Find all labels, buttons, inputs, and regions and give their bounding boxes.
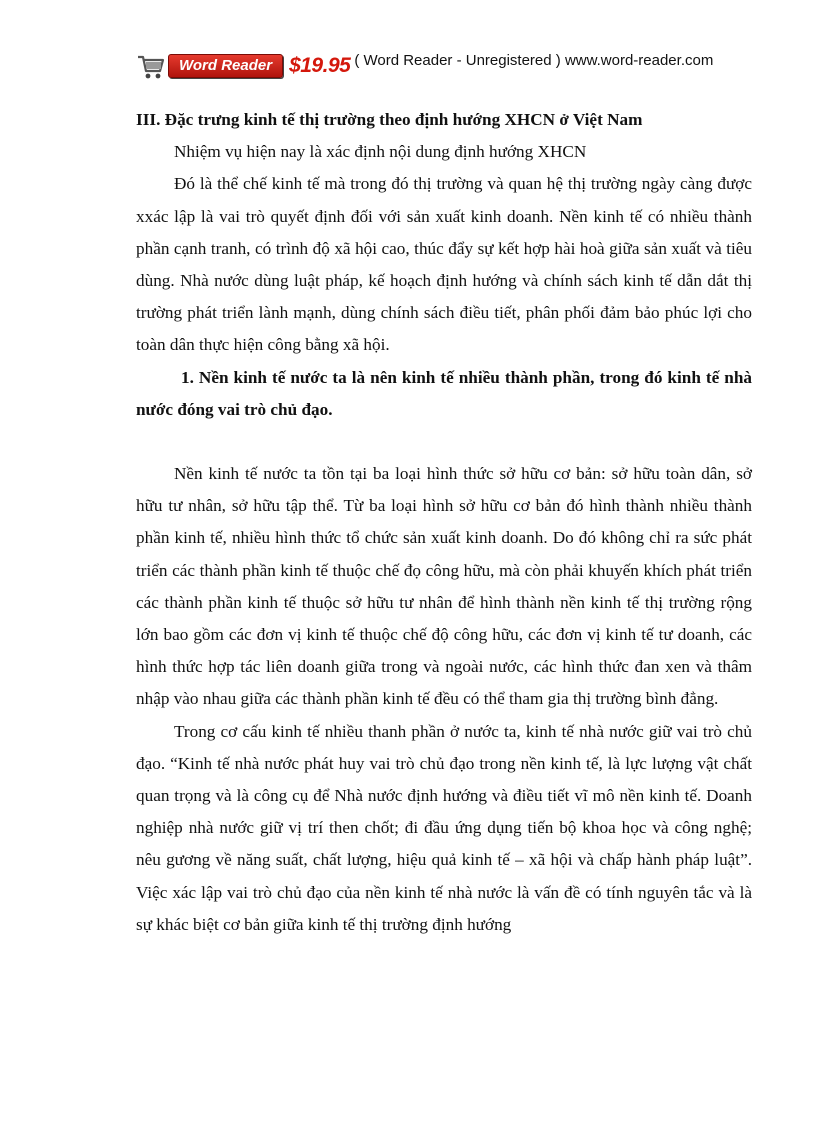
shopping-cart-icon xyxy=(136,51,166,81)
paragraph: Trong cơ cấu kinh tế nhiều thanh phần ở nước ta, kinh tế nhà nước giữ vai trò chủ đạo. “Kinh tế nhà nước phát huy vai trò chủ đạo trong nền kinh tế, là lực lượng vật chất quan trọng và là công cụ để Nhà nước định hướng và điều tiết vĩ mô nền kinh tế. Doanh nghiệp nhà nước giữ vị trí then chốt; đi đầu ứng dụng tiến bộ khoa học và công nghệ; nêu gương về năng suất, chất lượng, hiệu quả kinh tế – xã hội và chấp hành pháp luật”. Việc xác lập vai trò chủ đạo của nền kinh tế nhà nước là vấn đề có tính nguyên tắc và là sự khác biệt cơ bản giữa kinh tế thị trường định hướng xyxy=(136,721,752,934)
subsection-heading: 1. Nền kinh tế nước ta là nên kinh tế nhiều thành phần, trong đó kinh tế nhà nước đóng vai trò chủ đạo. xyxy=(136,367,752,419)
paragraph: Nền kinh tế nước ta tồn tại ba loại hình thức sở hữu cơ bản: sở hữu toàn dân, sở hữu tư nhân, sở hữu tập thể. Từ ba loại hình sở hữu cơ bản đó hình thành nhiều thành phần kinh tế, nhiều hình thức tổ chức sản xuất kinh doanh. Do đó không chỉ ra sức phát triển các thành phần kinh tế thuộc chế đọ công hữu, mà còn phải khuyến khích phát triển các thành phần kinh tế thuộc sở hữu tư nhân để hình thành nền kinh tế thị trường rộng lớn bao gồm các đơn vị kinh tế thuộc chế độ công hữu, các đơn vị kinh tế tư doanh, các hình thức hợp tác liên doanh giữa trong và ngoài nước, các hình thức đan xen và thâm nhập vào nhau giữa các thành phần kinh tế đều có thể tham gia thị trường bình đẳng. xyxy=(136,464,752,709)
price-tag[interactable]: $19.95 xyxy=(289,54,351,77)
blank-line xyxy=(136,426,752,458)
section-heading: III. Đặc trưng kinh tế thị trường theo định hướng XHCN ở Việt Nam xyxy=(136,110,643,129)
paragraph: Nhiệm vụ hiện nay là xác định nội dung định hướng XHCN xyxy=(174,142,587,162)
paragraph: Đó là thể chế kinh tế mà trong đó thị trường và quan hệ thị trường ngày càng được xxác lập là vai trò quyết định đối với sản xuất kinh doanh. Nền kinh tế có nhiều thành phần cạnh tranh, có trình độ xã hội cao, thúc đẩy sự kết hợp hài hoà giữa sản xuất và tiêu dùng. Nhà nước dùng luật pháp, kế hoạch định hướng và chính sách kinh tế dẫn dắt thị trường phát triển lành mạnh, dùng chính sách điều tiết, phân phối đảm bảo phúc lợi cho toàn dân thực hiện công bằng xã hội. xyxy=(136,174,752,355)
banner-text[interactable]: ( Word Reader - Unregistered ) www.word-reader.com xyxy=(354,51,714,69)
word-reader-banner[interactable] xyxy=(136,50,713,82)
document-body xyxy=(136,104,752,941)
word-reader-logo[interactable]: Word Reader xyxy=(168,54,283,78)
